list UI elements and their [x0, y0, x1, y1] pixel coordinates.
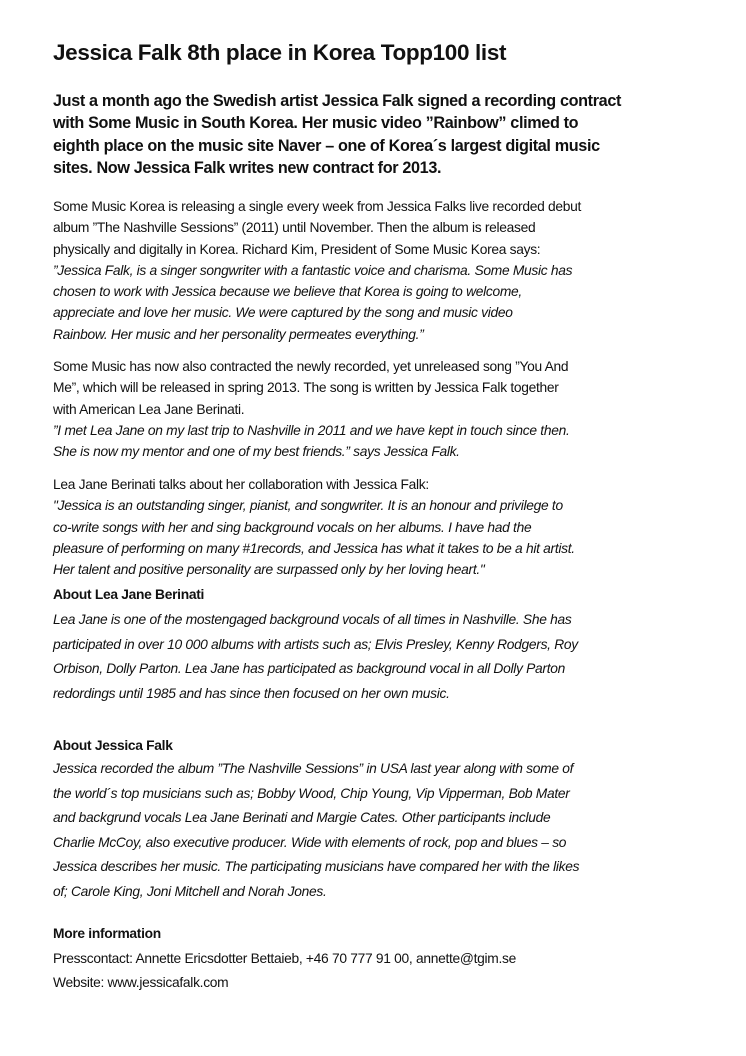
section-about-lea [53, 584, 703, 706]
body-line: physically and digitally in Korea. Richard Kim, President of Some Music Korea says: [53, 241, 541, 257]
body-line: of; Carole King, Joni Mitchell and Norah Jones. [53, 883, 327, 899]
body-line: the world´s top musicians such as; Bobby Wood, Chip Young, Vip Vipperman, Bob Mater [53, 785, 570, 801]
lede-paragraph [53, 90, 703, 179]
quote-line: Her talent and positive personality are surpassed only by her loving heart." [53, 562, 485, 578]
body-line: Orbison, Dolly Parton. Lea Jane has participated as background vocal in all Dolly Parton [53, 661, 565, 676]
body-line: Charlie McCoy, also executive producer. Wide with elements of rock, pop and blues – so [53, 834, 567, 850]
lede-line: with Some Music in South Korea. Her music video ”Rainbow” climed to [53, 114, 579, 133]
lede-line: sites. Now Jessica Falk writes new contract for 2013. [53, 158, 442, 177]
quote-line: ”Jessica Falk, is a singer songwriter with a fantastic voice and charisma. Some Music has [53, 262, 573, 278]
section-heading: About Lea Jane Berinati [53, 587, 205, 602]
body-line: Jessica describes her music. The participating musicians have compared her with the likes [53, 859, 580, 874]
quote-line: "Jessica is an outstanding singer, pianist, and songwriter. It is an honour and privilege to [53, 498, 563, 514]
quote-line: Rainbow. Her music and her personality permeates everything.” [53, 326, 424, 342]
body-line: Some Music has now also contracted the newly recorded, yet unreleased song ”You And [53, 359, 569, 374]
quote-line: She is now my mentor and one of my best friends.” says Jessica Falk. [53, 444, 460, 460]
section-about-jessica [53, 735, 703, 904]
section-heading: About Jessica Falk [53, 738, 173, 753]
section-more-information [53, 922, 703, 996]
body-line: Me”, which will be released in spring 2013. The song is written by Jessica Falk together [53, 380, 559, 396]
lede-line: eighth place on the music site Naver – one of Korea´s largest digital music [53, 136, 600, 155]
quote-line: pleasure of performing on many #1records, and Jessica has what it takes to be a hit artist. [53, 540, 575, 556]
section-heading: More information [53, 926, 161, 941]
press-contact: Presscontact: Annette Ericsdotter Bettaieb, +46 70 777 91 00, annette@tgim.se [53, 950, 516, 966]
body-line: Lea Jane is one of the mostengaged background vocals of all times in Nashville. She has [53, 612, 572, 627]
quote-line: chosen to work with Jessica because we believe that Korea is going to welcome, [53, 284, 522, 300]
body-line: Some Music Korea is releasing a single every week from Jessica Falks live recorded debut [53, 199, 582, 214]
body-line: with American Lea Jane Berinati. [53, 401, 245, 417]
body-line: album ”The Nashville Sessions” (2011) until November. Then the album is released [53, 220, 536, 236]
lede-line: Just a month ago the Swedish artist Jessica Falk signed a recording contract [53, 92, 622, 110]
body-line: Lea Jane Berinati talks about her collaboration with Jessica Falk: [53, 477, 429, 492]
quote-line: co-write songs with her and sing background vocals on her albums. I have had the [53, 519, 532, 535]
page-title: Jessica Falk 8th place in Korea Topp100 list [53, 40, 507, 65]
paragraph-new-song [53, 356, 703, 462]
paragraph-release-info [53, 196, 703, 345]
paragraph-collaboration [53, 474, 703, 580]
website-link[interactable]: Website: www.jessicafalk.com [53, 975, 229, 990]
body-line: participated in over 10 000 albums with artists such as; Elvis Presley, Kenny Rodgers, Roy [53, 636, 578, 652]
body-line: redordings until 1985 and has since then focused on her own music. [53, 685, 450, 701]
body-line: Jessica recorded the album ”The Nashville Sessions” in USA last year along with some of [53, 761, 574, 776]
body-line: and backgrund vocals Lea Jane Berinati and Margie Cates. Other participants include [53, 810, 551, 825]
quote-line: appreciate and love her music. We were captured by the song and music video [53, 305, 513, 321]
quote-line: ”I met Lea Jane on my last trip to Nashville in 2011 and we have kept in touch since then. [53, 422, 570, 438]
